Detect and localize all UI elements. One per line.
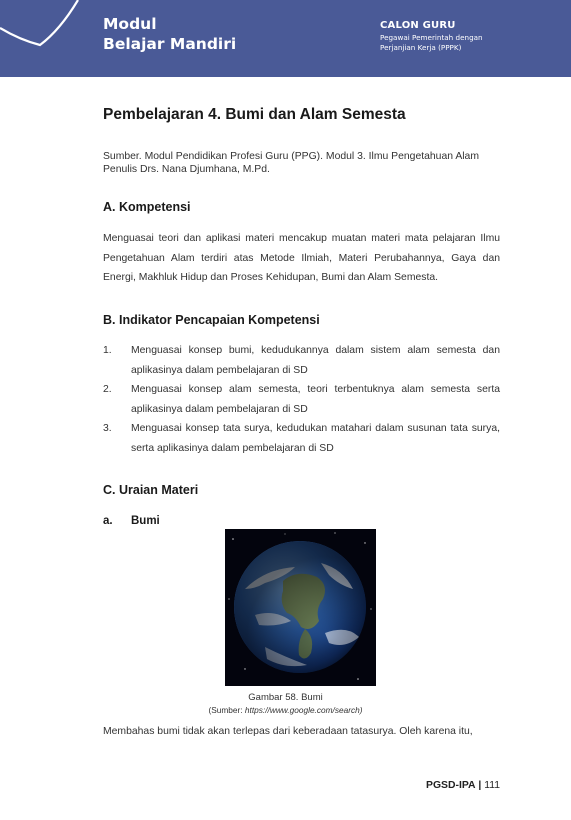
figure-caption: Gambar 58. Bumi [248,692,323,703]
list-item-text: Menguasai konsep alam semesta, teori terbentuknya alam semesta serta aplikasinya dalam pembelajaran di SD [131,384,500,415]
footer-separator: | [478,780,482,791]
subsection-number: a. [103,515,113,527]
list-item-text: Menguasai konsep bumi, kedudukannya dalam sistem alam semesta dan aplikasinya dalam pembelajaran di SD [131,345,500,376]
subsection-heading [103,515,160,527]
list-item-number: 1. [103,345,112,356]
calon-guru-badge [380,20,483,53]
brand-line-2: Belajar Mandiri [103,35,237,53]
figure-source-label: (Sumber: [208,705,243,715]
list-item [103,380,500,419]
earth-image [225,529,376,686]
source-note [103,150,500,176]
calon-guru-sub-1: Pegawai Pemerintah dengan [380,33,483,42]
footer-label: PGSD-IPA [426,780,476,791]
list-item-number: 3. [103,423,112,434]
calon-guru-sub-2: Perjanjian Kerja (PPPK) [380,43,462,52]
source-line-2: Penulis Drs. Nana Djumhana, M.Pd. [103,164,270,175]
page-header [0,0,571,77]
calon-guru-title: CALON GURU [380,20,456,31]
list-item-text: Menguasai konsep tata surya, kedudukan matahari dalam susunan tata surya, serta aplikasinya dalam pembelajaran di SD [131,423,500,454]
module-brand [103,14,236,54]
source-line-1: Sumber. Modul Pendidikan Profesi Guru (PPG). Modul 3. Ilmu Pengetahuan Alam [103,151,479,162]
subsection-title: Bumi [131,515,160,527]
section-c-text: Membahas bumi tidak akan terlepas dari keberadaan tatasurya. Oleh karena itu, [103,726,473,737]
section-a-text: Menguasai teori dan aplikasi materi mencakup muatan materi mata pelajaran Ilmu Pengetahuan Alam terdiri atas Metode Ilmiah, Materi Perubahannya, Gaya dan Energi, Makhluk Hidup dan Proses Kehidupan, Bumi dan Alam Semesta. [103,233,500,283]
page-number: 111 [484,780,500,791]
indicator-list [103,341,500,458]
section-b-heading: B. Indikator Pencapaian Kompetensi [103,313,320,327]
brand-line-1: Modul [103,15,157,33]
list-item-number: 2. [103,384,112,395]
figure-source [0,705,571,715]
page-footer [426,780,500,791]
figure-source-url: https://www.google.com/search) [244,705,363,715]
section-a-heading: A. Kompetensi [103,200,191,214]
earth-globe-icon [225,529,376,686]
section-c-heading: C. Uraian Materi [103,483,199,497]
page-title: Pembelajaran 4. Bumi dan Alam Semesta [103,106,406,123]
decorative-swoosh-icon [0,0,100,77]
list-item [103,419,500,458]
list-item [103,341,500,380]
